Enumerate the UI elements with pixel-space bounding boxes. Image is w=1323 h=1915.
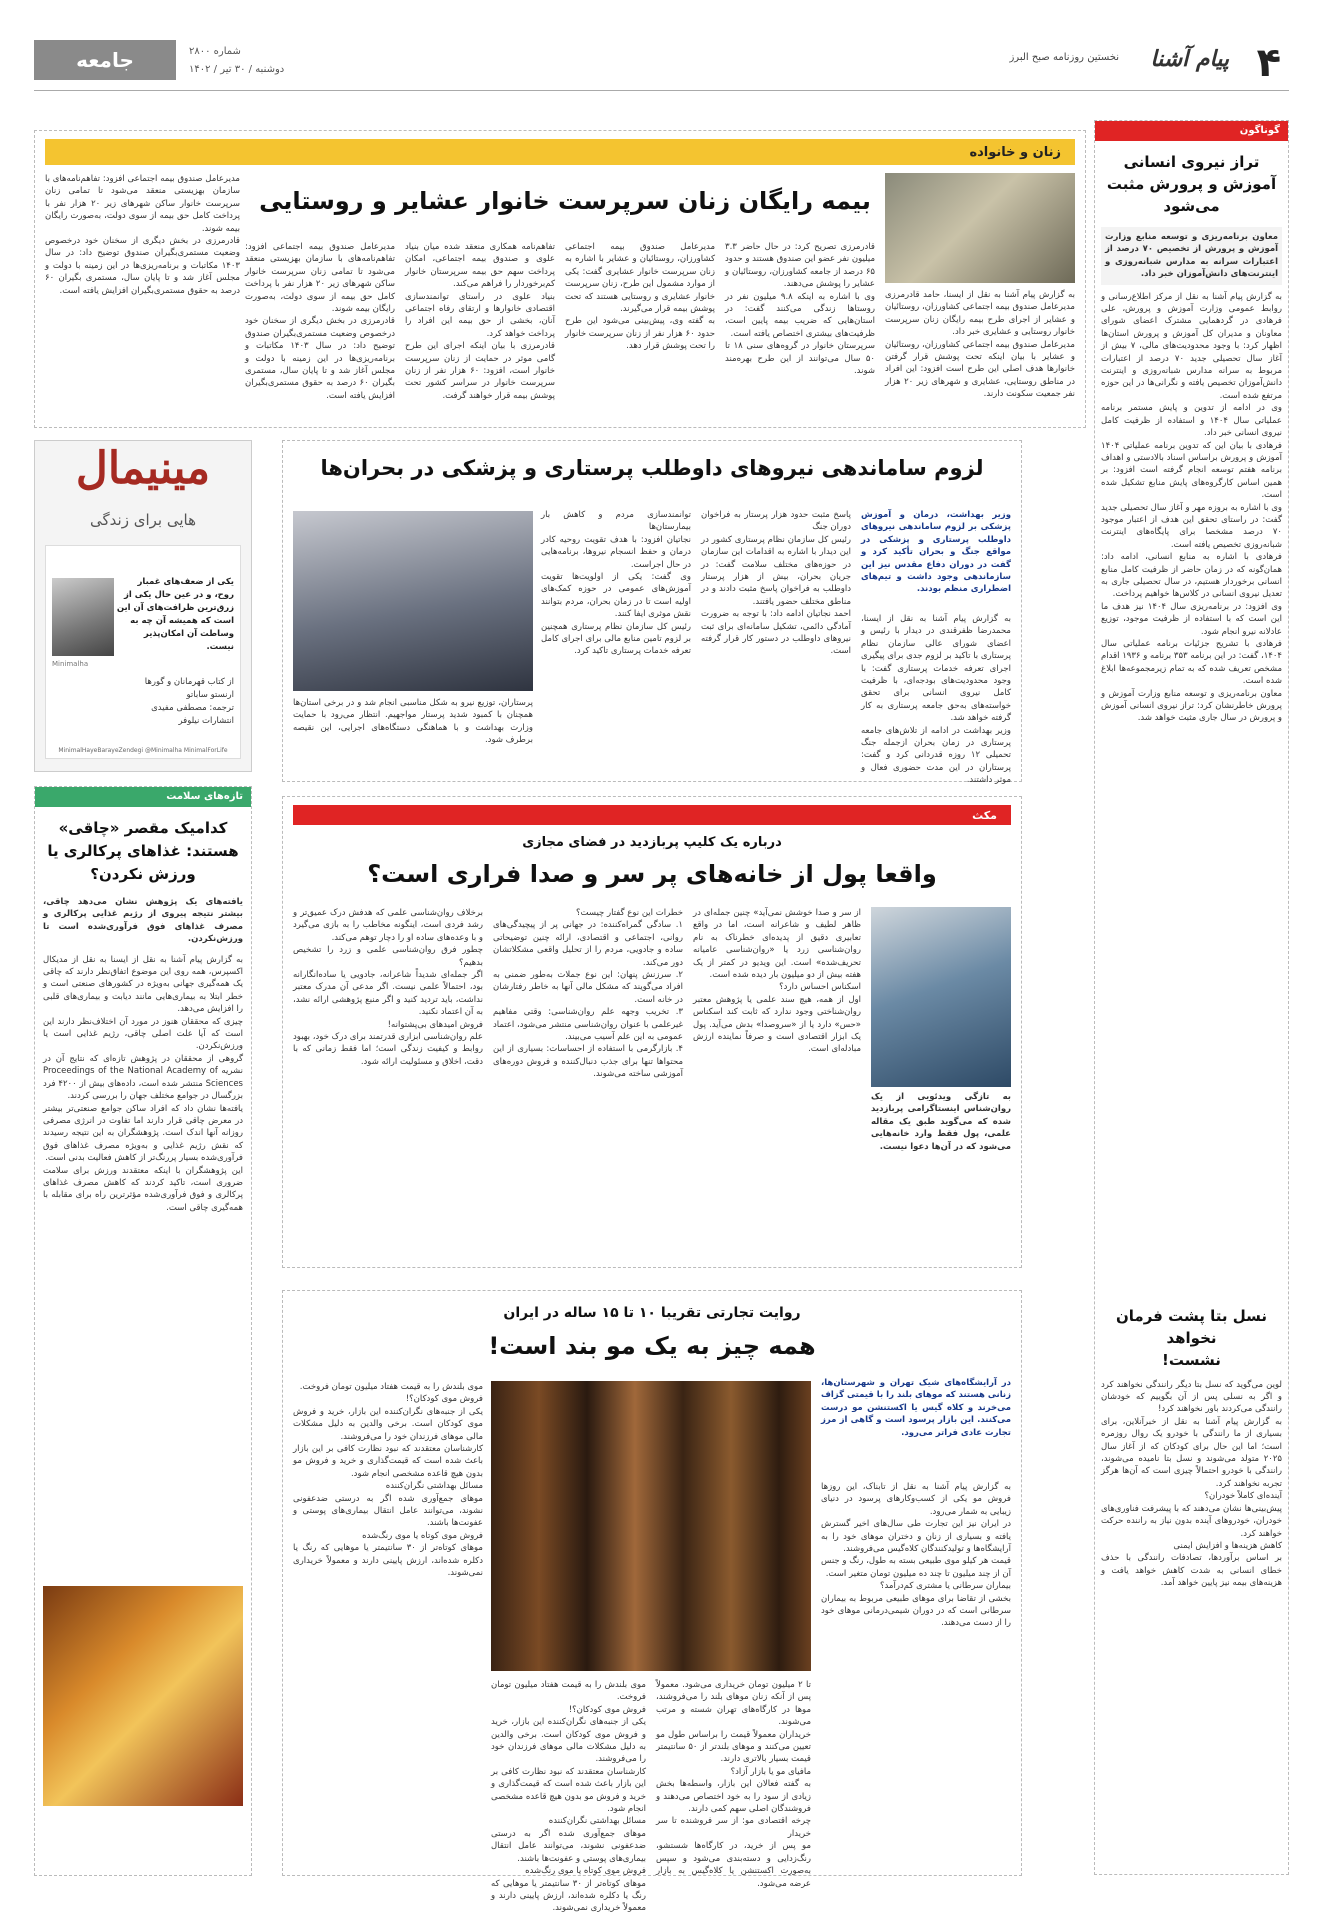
mekth-col-2: خطرات این نوع گفتار چیست؟ ۱. سادگی گمراه‌کننده: در جهانی پر از پیچیدگی‌های روانی، اجتماعی و اقتصادی، ارائه چنین توضیحاتی ساده و جادویی، مردم را از تحلیل واقعی مشکلاتشان دور می‌کند. ۲. سرزنش پنهان: این نوع جملات به‌طور ضمنی به افراد می‌گویند که مشکل مالی آنها به خاطر رفتارشان در خانه است. ۳. تخریب وجهه علم روان‌شناسی: وقتی مفاهیم غیرعلمی با عنوان روان‌شناسی منتشر می‌شود، اعتماد عمومی به این علم آسیب می‌بیند. ۴. بازارگرمی با استفاده از احساسات: بسیاری از این محتواها تنها برای جذب دنبال‌کننده و فروش دوره‌های آموزشی ساخته می‌شوند. xyxy=(493,908,683,1080)
minimal-brand: مینیمال xyxy=(75,443,211,494)
right-headline-2: نسل بتا پشت فرمان نخواهد نشست! xyxy=(1116,1306,1267,1369)
minimal-box xyxy=(34,440,252,772)
minimal-social: MinimalHayeBarayeZendegi @Minimalha MinimalForLife xyxy=(58,747,228,754)
right-col-label-bar xyxy=(1095,121,1288,141)
food-photo xyxy=(43,1586,243,1806)
nurses-col-3: توانمندسازی مردم و کاهش بار بیمارستان‌ها نجاتیان افزود: با هدف تقویت روحیه کادر درمان و حفظ انسجام نیروها، برنامه‌هایی در حال اجراست. وی گفت: یکی از اولویت‌ها تقویت آموزش‌های عمومی در حوزه کمک‌های اولیه است تا در زمان بحران، مردم بتوانند نقش موثری ایفا کنند. رئیس کل سازمان نظام پرستاری همچنین بر لزوم تامین منابع مالی برای اجرای کامل تعرفه خدمات پرستاری تاکید کرد. xyxy=(541,510,691,657)
women-headline: بیمه رایگان زنان سرپرست خانوار عشایر و روستایی xyxy=(259,187,871,215)
women-col-4: تفاهم‌نامه همکاری منعقد شده میان بنیاد علوی و صندوق بیمه اجتماعی، امکان پرداخت سهم حق بیمه سرپرستان خانوار کم‌برخوردار را فراهم می‌کند. بنیاد علوی در راستای توانمندسازی اقتصادی خانوارها و ارتقای رفاه اجتماعی آنان، بخشی از حق بیمه این افراد را پرداخت خواهد کرد. قادرمرزی با بیان اینکه اجرای این طرح گامی موثر در حمایت از زنان سرپرست خانوار است، افزود: ۶۰ هزار نفر از زنان سرپرست خانوار در سراسر کشور تحت پوشش بیمه قرار خواهند گرفت. xyxy=(405,242,555,401)
nurses-col-2: پاسخ مثبت حدود هزار پرستار به فراخوان دوران جنگ رئیس کل سازمان نظام پرستاری کشور در این دیدار با اشاره به اقدامات این سازمان در حوزه‌های مختلف سلامت گفت: در جریان بحران، بیش از هزار پرستار داوطلب به فراخوان پاسخ مثبت دادند و در مناطق مختلف حضور یافتند. احمد نجاتیان ادامه داد: با توجه به ضرورت آمادگی دائمی، تشکیل سامانه‌ای برای ثبت نیروهای داوطلب در دستور کار قرار گرفته است. xyxy=(701,510,851,657)
hair-col-3: موی بلندش را به قیمت هفتاد میلیون تومان فروخت. فروش موی کودکان؟! یکی از جنبه‌های نگران‌کننده این بازار، خرید و فروش موی کودکان است. برخی والدین به دلیل مشکلات مالی موهای فرزندان خود را می‌فروشند. کارشناسان معتقدند که نبود نظارت کافی بر این بازار باعث شده است که قیمت‌گذاری و خرید و فروش مو بدون هیچ قاعده مشخصی انجام شود. مسائل بهداشتی نگران‌کننده موهای جمع‌آوری شده اگر به درستی ضدعفونی نشوند، می‌توانند عامل انتقال بیماری‌های پوستی و عفونت‌ها باشند. فروش موی کوتاه یا موی رنگ‌شده موهای کوتاه‌تر از ۳۰ سانتیمتر یا موهایی که رنگ یا دکلره شده‌اند، ارزش پایینی دارند و معمولاً خریداری نمی‌شوند. xyxy=(491,1680,646,1914)
hair-col-4: موی بلندش را به قیمت هفتاد میلیون تومان فروخت. فروش موی کودکان؟! یکی از جنبه‌های نگران‌کننده این بازار، خرید و فروش موی کودکان است. برخی والدین به دلیل مشکلات مالی موهای فرزندان خود را می‌فروشند. کارشناسان معتقدند که نبود نظارت کافی بر این بازار باعث شده است که قیمت‌گذاری و خرید و فروش مو بدون هیچ قاعده مشخصی انجام شود. مسائل بهداشتی نگران‌کننده موهای جمع‌آوری شده اگر به درستی ضدعفونی نشوند، می‌توانند عامل انتقال بیماری‌های پوستی و عفونت‌ها باشند. فروش موی کوتاه یا موی رنگ‌شده موهای کوتاه‌تر از ۳۰ سانتیمتر یا موهایی که رنگ یا دکلره شده‌اند، ارزش پایینی دارند و معمولاً خریداری نمی‌شوند. xyxy=(293,1382,483,1579)
hair-kicker: روایت تجارتی تقریبا ۱۰ تا ۱۵ ساله در ایران xyxy=(503,1305,801,1321)
hair-lead: در آرایشگاه‌های شیک تهران و شهرستان‌ها، زنانی هستند که موهای بلند را با قیمتی گزاف می‌خرند و کلاه گیس یا اکستنشن مو درست می‌کنند. این بازار پرسود است و گاهی از مرز تجارت عادی فراتر می‌رود. xyxy=(821,1378,1011,1438)
health-label: تازه‌های سلامت xyxy=(166,791,243,802)
right-headline-1: تراز نیروی انسانی آموزش و پرورش مثبت می‌شود xyxy=(1106,153,1277,215)
hair-col-2: تا ۲ میلیون تومان خریداری می‌شود. معمولاً پس از آنکه زنان موهای بلند را می‌فروشند، موها در کارگاه‌های تهران شسته و مرتب می‌شوند. خریداران معمولاً قیمت را براساس طول مو تعیین می‌کنند و موهای بلندتر از ۵۰ سانتیمتر قیمت بسیار بالاتری دارند. مافیای مو یا بازار آزاد؟ به گفته فعالان این بازار، واسطه‌ها بخش زیادی از سود را به خود اختصاص می‌دهند و فروشندگان اصلی سهم کمی دارند. چرخه اقتصادی مو: از سر فروشنده تا سر خریدار مو پس از خرید، در کارگاه‌ها شستشو، رنگ‌زدایی و دسته‌بندی می‌شود و سپس به‌صورت اکستنشن یا کلاه‌گیس به بازار عرضه می‌شود. xyxy=(656,1680,811,1889)
nurses-caption: پرستاران، توزیع نیرو به شکل مناسبی انجام شد و در برخی استان‌ها همچنان با کمبود شدید پرستار مواجهیم. انتظار می‌رود با حمایت وزارت بهداشت و با هماهنگی دستگاه‌های اجرایی، این نقیصه برطرف شود. xyxy=(293,698,533,746)
mekth-bar xyxy=(293,805,1011,825)
logo: پیام آشنا xyxy=(1150,46,1229,72)
nurses-lead: وزیر بهداشت، درمان و آموزش پزشکی بر لزوم ساماندهی نیروهای داوطلب پرستاری و پزشکی در مواقع جنگ و بحران تأکید کرد و گفت در دوران دفاع مقدس نیز این سازماندهی وجود داشت و تیم‌های اضطراری منظم بودند. xyxy=(861,510,1011,595)
right-column xyxy=(1094,120,1289,1875)
hair-col-1: به گزارش پیام آشنا به نقل از تابناک، این روزها فروش مو یکی از کسب‌وکارهای پرسود در دنیای زیبایی به شمار می‌رود. در ایران نیز این تجارت طی سال‌های اخیر گسترش یافته و بسیاری از زنان و دختران موهای خود را به آرایشگاه‌ها و تولیدکنندگان کلاه‌گیس می‌فروشند. قیمت هر کیلو موی طبیعی بسته به طول، رنگ و جنس آن از چند میلیون تا چند ده میلیون تومان متغیر است. بیماران سرطانی یا مشتری کم‌درآمد؟ بخشی از تقاضا برای موهای طبیعی مربوط به بیماران سرطانی است که در دوران شیمی‌درمانی موهای خود را از دست می‌دهند. xyxy=(821,1482,1011,1629)
mekth-label: مکث xyxy=(972,808,997,822)
mekth-headline: واقعا پول از خانه‌های پر سر و صدا فراری است؟ xyxy=(367,860,937,888)
women-col-6: مدیرعامل صندوق بیمه اجتماعی افزود: تفاهم‌نامه‌های با سازمان بهزیستی منعقد می‌شود تا تمامی زنان سرپرست خانوار ساکن شهرهای زیر ۲۰ هزار نفر با پرداخت کامل حق بیمه از سوی دولت، به‌صورت رایگان بیمه شوند. قادرمرزی در بخش دیگری از سخنان خود درخصوص وضعیت مستمری‌بگیران صندوق توضیح داد: در سال ۱۴۰۳ مکاتبات و برنامه‌ریزی‌ها در این زمینه با دولت و مجلس آغاز شد و تا پایان سال، مستمری بگیران ۶۰ درصد به حقوق مستمری‌بگیران افزایش یافته است. xyxy=(45,174,240,296)
mekth-caption: به تازگی ویدئویی از یک روان‌شناس اینستاگرامی پربازدید شده که می‌گوید طبق یک مقاله علمی، پول فقط وارد خانه‌هایی می‌شود که در آن‌ها دعوا نیست. xyxy=(871,1092,1011,1152)
author-portrait xyxy=(52,578,114,656)
page-number: ۴ xyxy=(1256,40,1281,86)
health-lead: یافته‌های یک پژوهش نشان می‌دهد چاقی، بیشتر نتیجه پیروی از رژیم غذایی پرکالری و مصرف غذاهای فوق فرآوری‌شده است تا ورزش‌نکردن. xyxy=(43,897,243,945)
right-body-1: به گزارش پیام آشنا به نقل از مرکز اطلاع‌رسانی و روابط عمومی وزارت آموزش و پرورش، علی فرهادی در گردهمایی مشترک اعضای شورای معاونان و مدیران کل آموزش و پرورش استان‌ها اظهار کرد: با وجود محدودیت‌های مالی، ۷ بیش از آغاز سال تحصیلی جدید ۷۰ درصد از اعتبارات مربوط به سرانه مدارس شبانه‌روزی و اینترنت دانش‌آموزان تخصیص یافته و نگرانی‌ها در این حوزه مرتفع شده است. وی در ادامه از تدوین و پایش مستمر برنامه عملیاتی سال ۱۴۰۴ و استفاده از ظرفیت کامل نیروی انسانی خبر داد. فرهادی با بیان این که تدوین برنامه عملیاتی ۱۴۰۴ آموزش و پرورش براساس اسناد بالادستی و اهداف برنامه هفتم توسعه انجام گرفته است افزود: بر همین اساس کارگروه‌های پایش منابع تشکیل شده است. وی با اشاره به بروزه مهر و آغاز سال تحصیلی جدید گفت: در راستای تحقق این هدف از اعتبار موجود ۷۰ درصد مشخصا برای پایگاه‌های اینترنت شبانه‌روزی تخصیص یافته است. فرهادی با اشاره به منابع انسانی، ادامه داد: همان‌گونه که در زمان حاضر از ظرفیت کامل منابع انسانی برخوردار هستیم، در سال تحصیلی جاری به تعدیل نیروی انسانی در کلاس‌ها خواهیم پرداخت. وی افزود: در برنامه‌ریزی سال ۱۴۰۴ نیز هدف ما این است که با استفاده از ظرفیت موجود، توزیع عادلانه نیرو انجام شود. فرهادی با تشریح جزئیات برنامه عملیاتی سال ۱۴۰۴، گفت: در این برنامه ۳۵۳ برنامه و ۱۹۳۶ اقدام مشخص تعریف شده که به تمام زیرمجموعه‌ها ابلاغ شده است. معاون برنامه‌ریزی و توسعه منابع وزارت آموزش و پرورش خاطرنشان کرد: تراز نیروی انسانی آموزش و پرورش در سال جاری مثبت خواهد شد. xyxy=(1101,291,1282,724)
section-title: جامعه xyxy=(76,48,134,72)
health-column xyxy=(34,786,252,1876)
mekth-col-1: از سر و صدا خوشش نمی‌آید» چنین جمله‌ای در ظاهر لطیف و شاعرانه است، اما در واقع تعابیری دقیق از پدیده‌ای خطرناک به نام روان‌شناسی زرد یا «روان‌شناسی عامیانه تحریف‌شده» است. این ویدیو در کمتر از یک هفته بیش از دو میلیون بار دیده شده است. اسکناس احساس دارد؟ اول از همه، هیچ سند علمی یا پژوهش معتبر روان‌شناختی وجود ندارد که ثابت کند اسکناس «حس» دارد یا از «سروصدا» بدش می‌آید. پول یک ابزار اقتصادی است و صرفاً نماینده ارزش مبادله‌ای است. xyxy=(693,908,861,1055)
issue-date: دوشنبه / ۳۰ تیر / ۱۴۰۲ xyxy=(189,64,285,75)
minimal-quote: یکی از ضعف‌های غمبار روح، و در عین حال یکی از زرق‌ترین ظرافت‌های آن این است که همیشه آن چه به وساطت آن امکان‌پذیر نیست. xyxy=(116,577,234,652)
nurses-col-1: به گزارش پیام آشنا به نقل از ایسنا، محمدرضا ظفرقندی در دیدار با رئیس و اعضای شورای عالی سازمان نظام پرستاری با تاکید بر لزوم جدی برای پیگیری اجرای تعرفه خدمات پرستاری گفت: با وجود محدودیت‌های بودجه‌ای، با ظرفیت کامل نیروی انسانی برای تحقق خواسته‌های به‌حق جامعه پرستاری به کار گرفته خواهد شد. وزیر بهداشت در ادامه از تلاش‌های جامعه پرستاری در زمان بحران ازجمله جنگ تحمیلی ۱۲ روزه قدردانی کرد و گفت: پرستاران در این مدت حضوری فعال و موثر داشتند. xyxy=(861,614,1012,786)
clip-photo xyxy=(871,907,1011,1087)
health-body: به گزارش پیام آشنا به نقل از ایسنا به نقل از مدیکال اکسپرس، همه روی این موضوع اتفاق‌نظر دارند که چاقی یک همه‌گیری جهانی به‌ویژه در کشورهای صنعتی است و خطر ابتلا به بیماری‌هایی مانند دیابت و بیماری‌های قلبی را افزایش می‌دهد. چیزی که محققان هنوز در مورد آن اختلاف‌نظر دارند این است که آیا علت اصلی چاقی، رژیم غذایی است یا ورزش‌نکردن. گروهی از محققان در پژوهش تازه‌ای که نتایج آن در نشریه Proceedings of the National Academy of Sciences منتشر شده است، داده‌های بیش از ۴۲۰۰ فرد بزرگسال در جوامع مختلف جهان را بررسی کردند. یافته‌ها نشان داد که افراد ساکن جوامع صنعتی‌تر بیشتر در معرض چاقی قرار دارند اما تفاوت در انرژی مصرفی روزانه آنها اندک است. پژوهشگران به این نتیجه رسیدند که نقش رژیم غذایی و به‌ویژه مصرف غذاهای فوق فرآوری‌شده بسیار پررنگ‌تر از کاهش فعالیت بدنی است. این پژوهشگران با اینکه معتقدند ورزش برای سلامت ضروری است، تاکید کردند که کاهش مصرف غذاهای پرکالری و فوق فرآوری‌شده مؤثرترین راه برای مقابله با همه‌گیری چاقی است. xyxy=(43,954,243,1213)
section-tab xyxy=(34,40,176,80)
women-col-1: به گزارش پیام آشنا به نقل از ایسنا، حامد قادرمرزی مدیرعامل صندوق بیمه اجتماعی کشاورزان، روستائیان و عشایر از اجرای طرح بیمه رایگان زنان سرپرست خانوار روستایی و عشایری خبر داد. مدیرعامل صندوق بیمه اجتماعی کشاورزان، روستائیان و عشایر با بیان اینکه تحت پوشش قرار گرفتن خانوارها هدف اصلی این طرح است افزود: این افراد در مناطق روستایی، عشایری و شهرهای زیر ۲۰ هزار نفر جمعیت سکونت دارند. xyxy=(885,290,1076,400)
women-section-label: زنان و خانواده xyxy=(969,144,1061,160)
hair-article xyxy=(282,1290,1022,1914)
hair-photo xyxy=(491,1381,811,1671)
minimal-card xyxy=(45,545,241,759)
mekth-col-3: برخلاف روان‌شناسی علمی که هدفش درک عمیق‌تر و رشد فردی است، اینگونه مخاطب را به بازی می‌گیرد و با وعده‌های ساده‌ او را دچار توهم می‌کند. چطور فرق روان‌شناسی علمی و زرد را تشخیص بدهیم؟ اگر جمله‌ای شدیداً شاعرانه، جادویی یا ساده‌انگارانه بود، احتمالاً علمی نیست. اگر مدعی آن مدرک معتبر نداشت، باید تردید کنید و اگر منبع پژوهشی ارائه نشد، به آن اعتماد نکنید. فروش امیدهای بی‌پشتوانه! علم روان‌شناسی ابزاری قدرتمند برای درک خود، بهبود روابط و کیفیت زندگی است؛ اما فقط زمانی که با دقت، اخلاق و مسئولیت ارائه شود. xyxy=(293,908,483,1067)
right-col-label: گوناگون xyxy=(1239,125,1280,136)
mekth-article xyxy=(282,796,1022,1268)
tent-photo xyxy=(885,173,1075,283)
masthead xyxy=(34,36,1289,91)
right-lead: معاون برنامه‌ریزی و توسعه منابع وزارت آموزش و پرورش از تخصیص ۷۰ درصد از اعتبارات سرانه به مدارس شبانه‌روزی و اینترنت‌های دانش‌آموزان خبر داد. xyxy=(1101,227,1282,285)
tagline: نخستین روزنامه صبح البرز xyxy=(1009,52,1119,63)
women-section-bar xyxy=(45,139,1075,165)
minister-photo xyxy=(293,511,533,691)
mekth-kicker: درباره یک کلیپ پربازدید در فضای مجازی xyxy=(522,835,782,850)
women-col-5: مدیرعامل صندوق بیمه اجتماعی افزود: تفاهم‌نامه‌های با سازمان بهزیستی منعقد می‌شود تا تمامی زنان سرپرست خانوار ساکن شهرهای زیر ۲۰ هزار نفر با پرداخت کامل حق بیمه از سوی دولت، به‌صورت رایگان بیمه شوند. قادرمرزی در بخش دیگری از سخنان خود درخصوص وضعیت مستمری‌بگیران صندوق توضیح داد: در سال ۱۴۰۳ مکاتبات و برنامه‌ریزی‌ها در این زمینه با دولت و مجلس آغاز شد و تا پایان سال، مستمری بگیران ۶۰ درصد به حقوق مستمری‌بگیران افزایش یافته است. xyxy=(245,242,396,401)
minimal-book: از کتاب قهرمانان و گورها ارنستو ساباتو ترجمه: مصطفی مفیدی انتشارات نیلوفر xyxy=(144,677,234,726)
women-col-3: مدیرعامل صندوق بیمه اجتماعی کشاورزان، روستائیان و عشایر با اشاره به زنان سرپرست خانوار عشایری گفت: یکی از موارد مشمول این طرح، زنان سرپرست خانوار عشایری و روستایی هستند که تحت پوشش بیمه قرار می‌گیرند. به گفته وی، پیش‌بینی می‌شود این طرح حدود ۶۰ هزار نفر از زنان سرپرست خانوار را تحت پوشش قرار دهد. xyxy=(564,242,715,352)
health-label-bar xyxy=(35,787,251,807)
right-body-2: لوین می‌گوید که نسل بتا دیگر رانندگی نخواهند کرد و اگر به نسلی پس از آن بگوییم که خودشان رانندگی می‌کردند باور نخواهند کرد! به گزارش پیام آشنا به نقل از خبرآنلاین، برای بسیاری از ما رانندگی با خودرو یک روال روزمره است؛ اما این حال برای کودکان که از آغاز سال ۲۰۲۵ متولد می‌شوند و نسل بتا نامیده می‌شوند، رانندگی با خودرو احتمالاً چیزی است که آن‌ها هرگز تجربه نخواهند کرد. آینده‌ای کاملاً خودران؟ پیش‌بینی‌ها نشان می‌دهند که با پیشرفت فناوری‌های خودران، خودروهای آینده بدون نیاز به راننده حرکت خواهند کرد. کاهش هزینه‌ها و افزایش ایمنی بر اساس برآوردها، تصادفات رانندگی با حذف خطای انسانی به شدت کاهش خواهد یافت و هزینه‌های بیمه نیز پایین خواهد آمد. xyxy=(1101,1379,1282,1589)
nurses-article xyxy=(282,440,1022,786)
nurses-headline: لزوم ساماندهی نیروهای داوطلب پرستاری و پزشکی در بحران‌ها xyxy=(320,456,984,480)
women-col-2: قادرمرزی تصریح کرد: در حال حاضر ۳.۳ میلیون نفر عضو این صندوق هستند و حدود ۶۵ درصد از جامعه کشاورزان، روستائیان و عشایر را پوشش می‌دهند. وی با اشاره به اینکه ۹.۸ میلیون نفر در روستاها زندگی می‌کنند گفت: در استان‌هایی که ضریب بیمه پایین است، ظرفیت‌های بیشتری اختصاص یافته است. سرپرستان خانوار در گروه‌های سنی ۱۸ تا ۵۰ سال می‌توانند از این طرح بهره‌مند شوند. xyxy=(725,242,876,377)
issue-number: شماره ۲۸۰۰ xyxy=(189,46,241,57)
minimal-handle: Minimalha xyxy=(52,660,89,668)
women-section xyxy=(34,130,1086,428)
hair-headline: همه چیز به یک مو بند است! xyxy=(488,1332,816,1360)
minimal-sub: هایی برای زندگی xyxy=(90,511,196,529)
health-headline: کدامیک مقصر «چاقی» هستند: غذاهای پرکالری یا ورزش نکردن؟ xyxy=(47,819,239,883)
